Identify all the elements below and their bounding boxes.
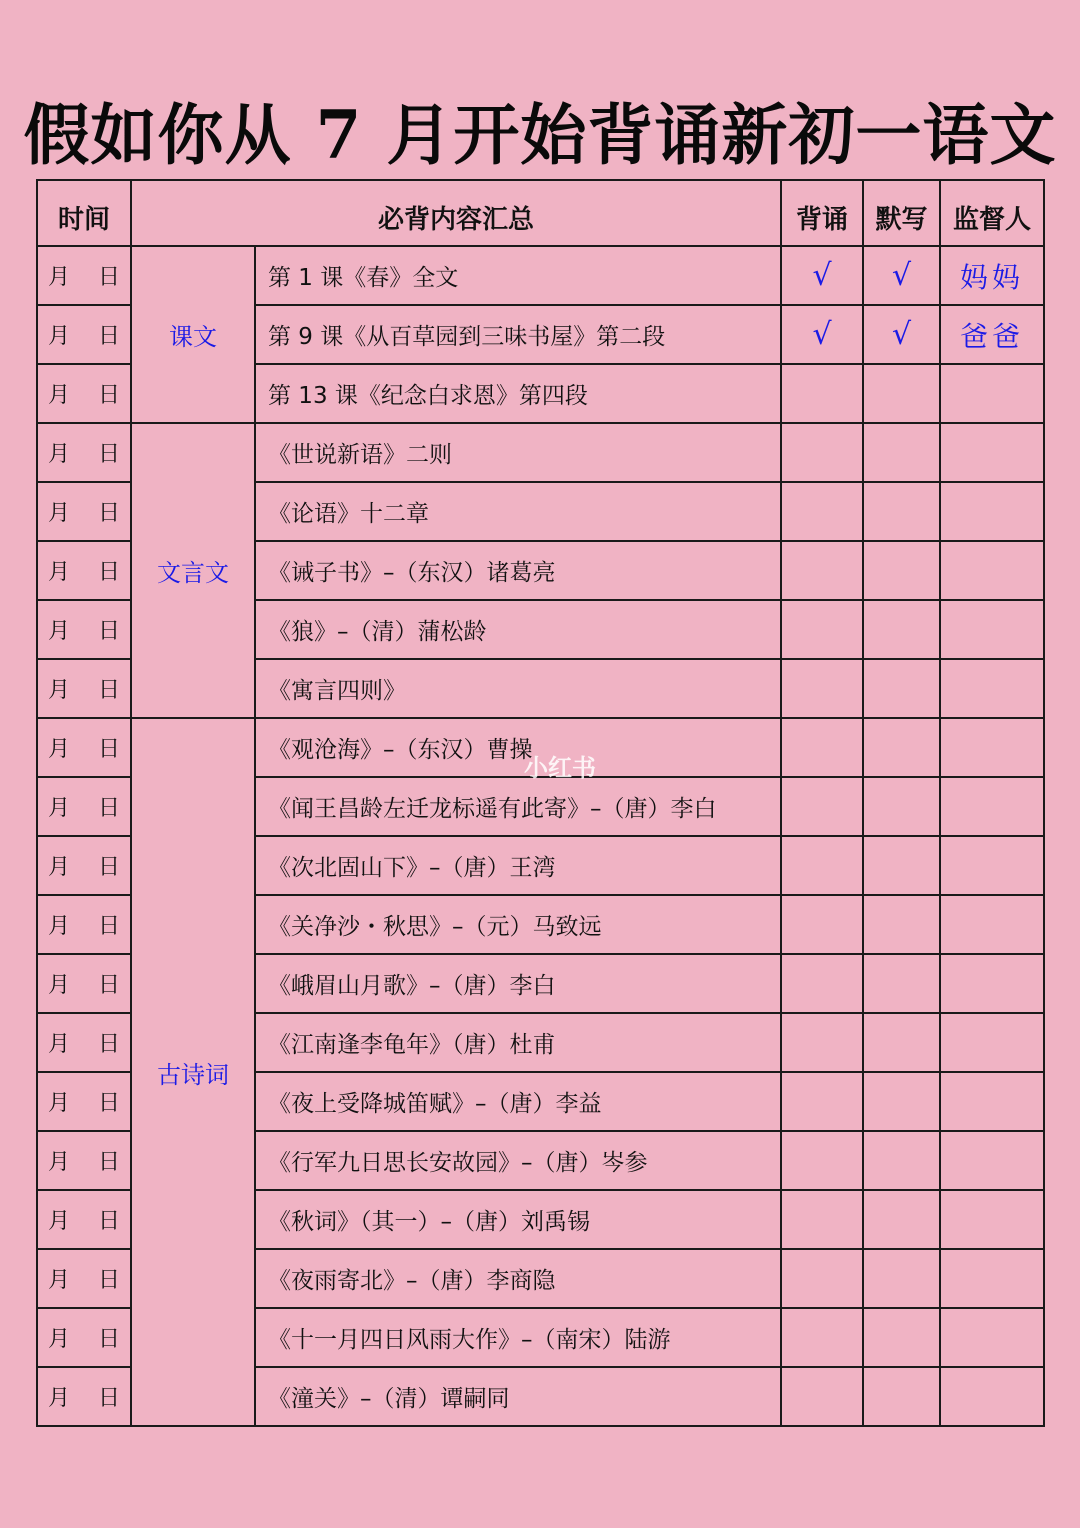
date-cell[interactable]: 月 日 bbox=[37, 364, 131, 423]
recite-check-cell[interactable] bbox=[781, 1249, 863, 1308]
supervisor-cell[interactable]: 妈妈 bbox=[940, 246, 1044, 305]
dictation-check-cell[interactable] bbox=[863, 423, 940, 482]
content-cell: 《寓言四则》 bbox=[255, 659, 781, 718]
dictation-check-cell[interactable]: √ bbox=[863, 305, 940, 364]
date-cell[interactable]: 月 日 bbox=[37, 1131, 131, 1190]
recite-check-cell[interactable] bbox=[781, 364, 863, 423]
date-cell[interactable]: 月 日 bbox=[37, 541, 131, 600]
header-time: 时间 bbox=[37, 180, 131, 246]
dictation-check-cell[interactable] bbox=[863, 777, 940, 836]
dictation-check-cell[interactable] bbox=[863, 1367, 940, 1426]
content-cell: 《十一月四日风雨大作》–（南宋）陆游 bbox=[255, 1308, 781, 1367]
content-cell: 《秋词》（其一）–（唐）刘禹锡 bbox=[255, 1190, 781, 1249]
supervisor-cell[interactable] bbox=[940, 364, 1044, 423]
supervisor-cell[interactable] bbox=[940, 482, 1044, 541]
table-row bbox=[37, 246, 1044, 305]
recite-check-cell[interactable] bbox=[781, 600, 863, 659]
page-title: 假如你从 7 月开始背诵新初一语文 bbox=[23, 96, 1057, 174]
recite-check-cell[interactable] bbox=[781, 777, 863, 836]
content-cell: 第 1 课《春》全文 bbox=[255, 246, 781, 305]
header-supervisor: 监督人 bbox=[940, 180, 1044, 246]
supervisor-cell[interactable] bbox=[940, 1190, 1044, 1249]
supervisor-cell[interactable] bbox=[940, 659, 1044, 718]
recite-check-cell[interactable] bbox=[781, 836, 863, 895]
date-cell[interactable]: 月 日 bbox=[37, 423, 131, 482]
date-cell[interactable]: 月 日 bbox=[37, 1367, 131, 1426]
content-cell: 《关净沙・秋思》–（元）马致远 bbox=[255, 895, 781, 954]
date-cell[interactable]: 月 日 bbox=[37, 1308, 131, 1367]
supervisor-cell[interactable] bbox=[940, 423, 1044, 482]
recite-check-cell[interactable] bbox=[781, 1190, 863, 1249]
content-cell: 《夜雨寄北》–（唐）李商隐 bbox=[255, 1249, 781, 1308]
date-cell[interactable]: 月 日 bbox=[37, 718, 131, 777]
dictation-check-cell[interactable] bbox=[863, 364, 940, 423]
supervisor-cell[interactable] bbox=[940, 836, 1044, 895]
content-cell: 《观沧海》–（东汉）曹操 bbox=[255, 718, 781, 777]
date-cell[interactable]: 月 日 bbox=[37, 482, 131, 541]
header-dictation: 默写 bbox=[863, 180, 940, 246]
dictation-check-cell[interactable] bbox=[863, 836, 940, 895]
dictation-check-cell[interactable] bbox=[863, 895, 940, 954]
recite-check-cell[interactable] bbox=[781, 541, 863, 600]
content-cell: 《潼关》–（清）谭嗣同 bbox=[255, 1367, 781, 1426]
supervisor-cell[interactable] bbox=[940, 541, 1044, 600]
supervisor-cell[interactable] bbox=[940, 600, 1044, 659]
dictation-check-cell[interactable] bbox=[863, 1013, 940, 1072]
supervisor-cell[interactable] bbox=[940, 954, 1044, 1013]
watermark-logo: 小红书 bbox=[524, 754, 596, 782]
category-cell-kewen: 课文 bbox=[131, 246, 255, 423]
content-cell: 《次北固山下》–（唐）王湾 bbox=[255, 836, 781, 895]
recite-check-cell[interactable] bbox=[781, 659, 863, 718]
date-cell[interactable]: 月 日 bbox=[37, 954, 131, 1013]
date-cell[interactable]: 月 日 bbox=[37, 836, 131, 895]
date-cell[interactable]: 月 日 bbox=[37, 600, 131, 659]
date-cell[interactable]: 月 日 bbox=[37, 1072, 131, 1131]
supervisor-cell[interactable] bbox=[940, 1013, 1044, 1072]
supervisor-cell[interactable]: 爸爸 bbox=[940, 305, 1044, 364]
content-cell: 《江南逢李龟年》（唐）杜甫 bbox=[255, 1013, 781, 1072]
supervisor-cell[interactable] bbox=[940, 1367, 1044, 1426]
content-cell: 《行军九日思长安故园》–（唐）岑参 bbox=[255, 1131, 781, 1190]
category-cell-gushici: 古诗词 bbox=[131, 718, 255, 1426]
date-cell[interactable]: 月 日 bbox=[37, 1249, 131, 1308]
content-cell: 《闻王昌龄左迁龙标遥有此寄》–（唐）李白 bbox=[255, 777, 781, 836]
recite-check-cell[interactable] bbox=[781, 1308, 863, 1367]
recite-check-cell[interactable] bbox=[781, 1072, 863, 1131]
dictation-check-cell[interactable] bbox=[863, 541, 940, 600]
date-cell[interactable]: 月 日 bbox=[37, 1190, 131, 1249]
recite-check-cell[interactable] bbox=[781, 895, 863, 954]
content-cell: 《狼》–（清）蒲松龄 bbox=[255, 600, 781, 659]
dictation-check-cell[interactable] bbox=[863, 1249, 940, 1308]
dictation-check-cell[interactable] bbox=[863, 600, 940, 659]
date-cell[interactable]: 月 日 bbox=[37, 777, 131, 836]
table-row bbox=[37, 423, 1044, 482]
date-cell[interactable]: 月 日 bbox=[37, 305, 131, 364]
recite-check-cell[interactable] bbox=[781, 1131, 863, 1190]
recite-check-cell[interactable]: √ bbox=[781, 305, 863, 364]
dictation-check-cell[interactable] bbox=[863, 1072, 940, 1131]
recite-check-cell[interactable] bbox=[781, 482, 863, 541]
date-cell[interactable]: 月 日 bbox=[37, 1013, 131, 1072]
dictation-check-cell[interactable]: √ bbox=[863, 246, 940, 305]
table-row bbox=[37, 718, 1044, 777]
recite-check-cell[interactable] bbox=[781, 954, 863, 1013]
supervisor-cell[interactable] bbox=[940, 777, 1044, 836]
date-cell[interactable]: 月 日 bbox=[37, 659, 131, 718]
supervisor-cell[interactable] bbox=[940, 1308, 1044, 1367]
dictation-check-cell[interactable] bbox=[863, 954, 940, 1013]
content-cell: 第 13 课《纪念白求恩》第四段 bbox=[255, 364, 781, 423]
content-cell: 《夜上受降城笛赋》–（唐）李益 bbox=[255, 1072, 781, 1131]
dictation-check-cell[interactable] bbox=[863, 1131, 940, 1190]
dictation-check-cell[interactable] bbox=[863, 718, 940, 777]
category-cell-wenyanwen: 文言文 bbox=[131, 423, 255, 718]
memorization-table bbox=[36, 179, 1045, 1427]
recite-check-cell[interactable]: √ bbox=[781, 246, 863, 305]
recite-check-cell[interactable] bbox=[781, 1367, 863, 1426]
header-content: 必背内容汇总 bbox=[131, 180, 781, 246]
dictation-check-cell[interactable] bbox=[863, 1308, 940, 1367]
supervisor-cell[interactable] bbox=[940, 1249, 1044, 1308]
dictation-check-cell[interactable] bbox=[863, 482, 940, 541]
table-header-row bbox=[37, 180, 1044, 246]
content-cell: 《诫子书》–（东汉）诸葛亮 bbox=[255, 541, 781, 600]
recite-check-cell[interactable] bbox=[781, 1013, 863, 1072]
content-cell: 《论语》十二章 bbox=[255, 482, 781, 541]
header-recite: 背诵 bbox=[781, 180, 863, 246]
supervisor-cell[interactable] bbox=[940, 718, 1044, 777]
recite-check-cell[interactable] bbox=[781, 423, 863, 482]
content-cell: 第 9 课《从百草园到三味书屋》第二段 bbox=[255, 305, 781, 364]
recite-check-cell[interactable] bbox=[781, 718, 863, 777]
dictation-check-cell[interactable] bbox=[863, 659, 940, 718]
date-cell[interactable]: 月 日 bbox=[37, 895, 131, 954]
content-cell: 《世说新语》二则 bbox=[255, 423, 781, 482]
dictation-check-cell[interactable] bbox=[863, 1190, 940, 1249]
supervisor-cell[interactable] bbox=[940, 895, 1044, 954]
supervisor-cell[interactable] bbox=[940, 1072, 1044, 1131]
supervisor-cell[interactable] bbox=[940, 1131, 1044, 1190]
content-cell: 《峨眉山月歌》–（唐）李白 bbox=[255, 954, 781, 1013]
date-cell[interactable]: 月 日 bbox=[37, 246, 131, 305]
